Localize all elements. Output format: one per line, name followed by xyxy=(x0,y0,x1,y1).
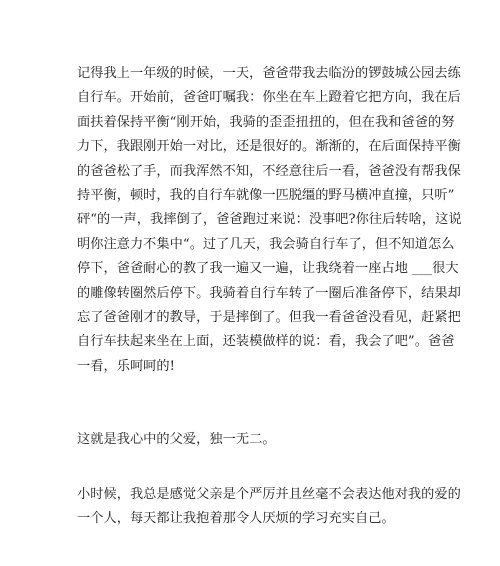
paragraph-line: 自行车。开始前，爸爸叮嘱我：你坐在车上蹬着它把方向，我在后 xyxy=(77,90,461,106)
paragraph-1 xyxy=(77,62,462,379)
paragraph-line: 持平衡，顿时，我的自行车就像一匹脱缰的野马横冲直撞，只听” xyxy=(77,187,455,203)
paragraph-line: 这就是我心中的父爱，独一无二。 xyxy=(77,432,276,447)
paragraph-line: 停下，爸爸耐心的教了我一遍又一遍，让我绕着一座占地 ___很大 xyxy=(77,261,459,277)
page-bottom-fade xyxy=(77,548,417,562)
paragraph-2 xyxy=(77,428,429,452)
paragraph-line: 的爸爸松了手，而我浑然不知，不经意往后一看，爸爸没有帮我保 xyxy=(77,163,461,179)
paragraph-line: 自行车扶起来坐在上面，还装模做样的说：看，我会了吧”。爸爸 xyxy=(77,334,455,350)
paragraph-line: 小时候，我总是感觉父亲是个严厉并且丝毫不会表达他对我的爱的 xyxy=(77,487,461,502)
paragraph-line: 忘了爸爸刚才的教导，于是摔倒了。但我一看爸爸没看见，赶紧把 xyxy=(77,309,461,325)
paragraph-3 xyxy=(77,483,461,532)
paragraph-line: 记得我上一年级的时候，一天，爸爸带我去临汾的锣鼓城公园去练 xyxy=(77,66,461,81)
paragraph-line: 明你注意力不集中“。过了几天，我会骑自行车了，但不知道怎么 xyxy=(77,236,455,252)
paragraph-line: 的雕像转圈然后停下。我骑着自行车转了一圈后准备停下，结果却 xyxy=(77,285,461,301)
paragraph-line: 一看，乐呵呵的! xyxy=(77,358,176,374)
paragraph-line: 力下，我跟刚开始一对比，还是很好的。渐渐的，在后面保持平衡 xyxy=(77,139,461,155)
paragraph-line: 面扶着保持平衡“刚开始，我骑的歪歪扭扭的，但在我和爸爸的努 xyxy=(77,114,455,130)
paragraph-line: 一个人，每天都让我抱着那令人厌烦的学习充实自己。 xyxy=(77,511,395,527)
paragraph-line: 砰“的一声，我摔倒了，爸爸跑过来说：没事吧?你往后转啥，这说 xyxy=(77,212,462,228)
